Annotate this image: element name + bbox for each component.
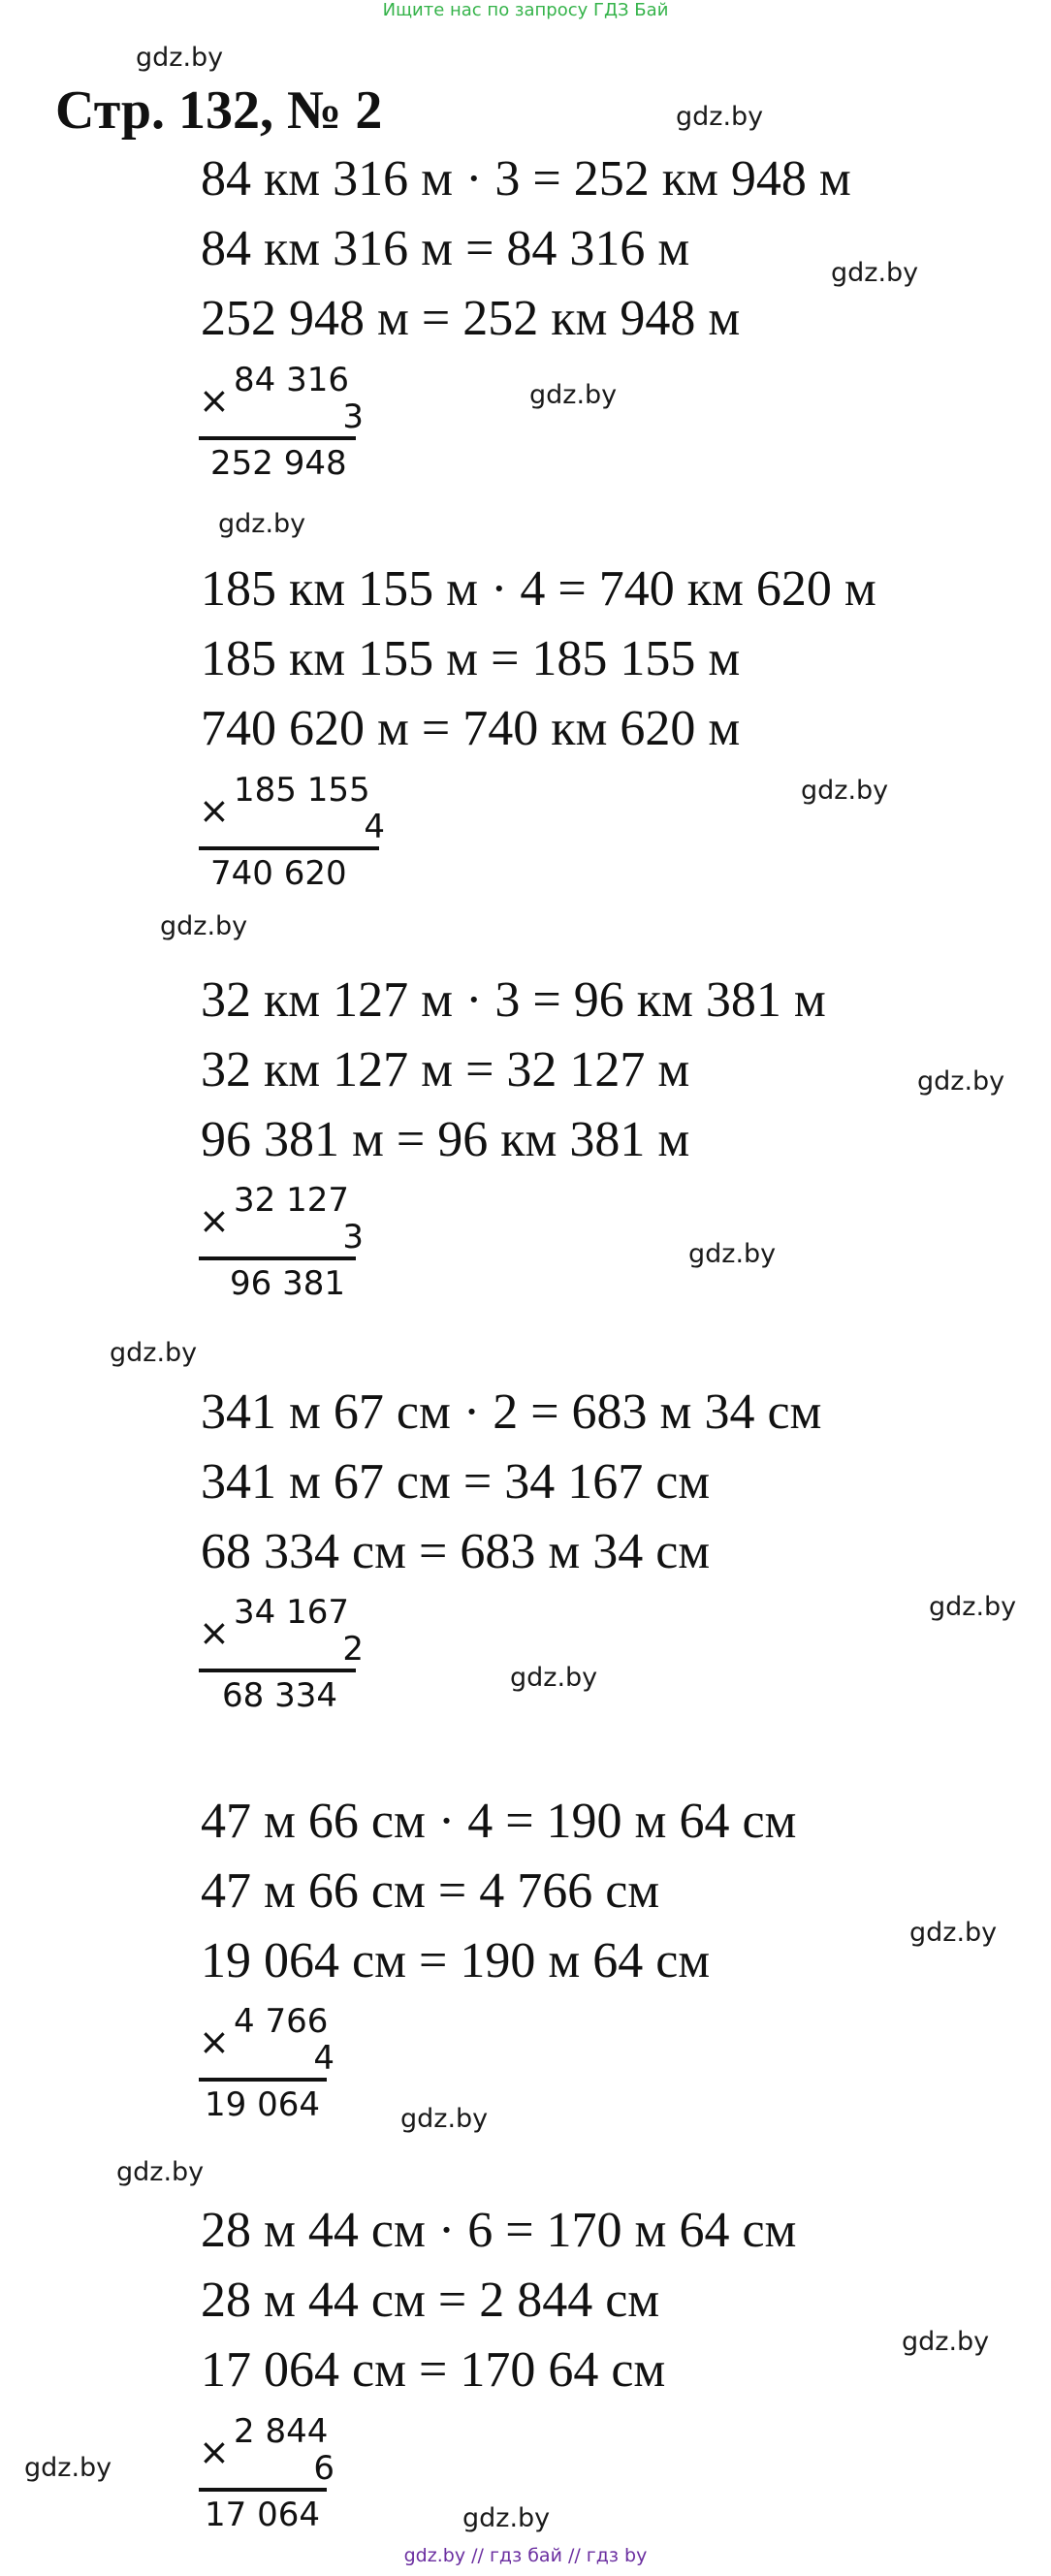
problem-2-column-multiplication bbox=[199, 771, 393, 893]
watermark: gdz.by bbox=[400, 2104, 489, 2134]
multiplier: 2 bbox=[342, 1630, 364, 1669]
result-divider bbox=[199, 436, 356, 440]
watermark: gdz.by bbox=[510, 1663, 598, 1693]
problem-1-line-1: 84 км 316 м · 3 = 252 км 948 м bbox=[201, 151, 851, 207]
multiply-sign: × bbox=[199, 789, 230, 832]
problem-1-line-2: 84 км 316 м = 84 316 м bbox=[201, 221, 690, 276]
problem-2-line-3: 740 620 м = 740 км 620 м bbox=[201, 701, 741, 756]
problem-3-column-multiplication bbox=[199, 1181, 393, 1303]
problem-6-column-multiplication bbox=[199, 2412, 393, 2534]
watermark: gdz.by bbox=[24, 2453, 112, 2483]
watermark: gdz.by bbox=[929, 1592, 1017, 1622]
multiply-sign: × bbox=[199, 2020, 230, 2063]
result-divider bbox=[199, 2488, 327, 2492]
watermark: gdz.by bbox=[909, 1918, 998, 1948]
result-divider bbox=[199, 1256, 356, 1260]
watermark: gdz.by bbox=[831, 258, 919, 288]
product: 740 620 bbox=[210, 854, 347, 893]
product: 17 064 bbox=[205, 2496, 320, 2534]
problem-5-column-multiplication bbox=[199, 2002, 393, 2124]
multiply-sign: × bbox=[199, 1611, 230, 1654]
multiply-sign: × bbox=[199, 1199, 230, 1242]
multiplier: 4 bbox=[364, 808, 385, 846]
problem-3-line-3: 96 381 м = 96 км 381 м bbox=[201, 1112, 690, 1167]
problem-5-line-2: 47 м 66 см = 4 766 см bbox=[201, 1863, 660, 1919]
result-divider bbox=[199, 846, 379, 850]
problem-4-column-multiplication bbox=[199, 1593, 393, 1715]
problem-4-line-1: 341 м 67 см · 2 = 683 м 34 см bbox=[201, 1384, 822, 1440]
multiplicand: 4 766 bbox=[234, 2002, 329, 2041]
result-divider bbox=[199, 1669, 356, 1672]
problem-3-line-2: 32 км 127 м = 32 127 м bbox=[201, 1042, 690, 1097]
page-title: Стр. 132, № 2 bbox=[55, 80, 383, 141]
product: 68 334 bbox=[222, 1676, 337, 1715]
multiplier: 3 bbox=[342, 398, 364, 436]
multiplicand: 185 155 bbox=[234, 771, 370, 810]
problem-5-line-3: 19 064 см = 190 м 64 см bbox=[201, 1933, 711, 1988]
top-banner[interactable]: Ищите нас по запросу ГДЗ Бай bbox=[382, 0, 669, 20]
watermark: gdz.by bbox=[917, 1066, 1005, 1097]
problem-4-line-3: 68 334 см = 683 м 34 см bbox=[201, 1524, 711, 1579]
watermark: gdz.by bbox=[110, 1338, 198, 1368]
problem-6-line-3: 17 064 см = 170 64 см bbox=[201, 2342, 666, 2398]
problem-6-line-2: 28 м 44 см = 2 844 см bbox=[201, 2273, 660, 2328]
watermark: gdz.by bbox=[116, 2157, 205, 2187]
problem-2-line-1: 185 км 155 м · 4 = 740 км 620 м bbox=[201, 561, 876, 617]
watermark: gdz.by bbox=[801, 776, 889, 806]
watermark: gdz.by bbox=[462, 2503, 551, 2533]
problem-2-line-2: 185 км 155 м = 185 155 м bbox=[201, 631, 741, 686]
watermark: gdz.by bbox=[160, 911, 248, 941]
footer-links[interactable]: gdz.by // гдз бай // гдз by bbox=[403, 2545, 648, 2566]
product: 252 948 bbox=[210, 444, 347, 483]
multiplicand: 34 167 bbox=[234, 1593, 349, 1632]
product: 19 064 bbox=[205, 2085, 320, 2124]
watermark: gdz.by bbox=[676, 102, 764, 132]
multiplicand: 32 127 bbox=[234, 1181, 349, 1220]
problem-5-line-1: 47 м 66 см · 4 = 190 м 64 см bbox=[201, 1794, 797, 1849]
product: 96 381 bbox=[230, 1264, 345, 1303]
problem-1-line-3: 252 948 м = 252 км 948 м bbox=[201, 291, 741, 346]
multiplier: 4 bbox=[313, 2039, 334, 2078]
watermark: gdz.by bbox=[136, 43, 224, 73]
multiplier: 6 bbox=[313, 2449, 334, 2488]
problem-6-line-1: 28 м 44 см · 6 = 170 м 64 см bbox=[201, 2203, 797, 2258]
multiplicand: 2 844 bbox=[234, 2412, 329, 2451]
problem-3-line-1: 32 км 127 м · 3 = 96 км 381 м bbox=[201, 972, 826, 1028]
watermark: gdz.by bbox=[688, 1239, 777, 1269]
watermark: gdz.by bbox=[218, 509, 306, 539]
watermark: gdz.by bbox=[529, 380, 618, 410]
multiplier: 3 bbox=[342, 1218, 364, 1256]
multiplicand: 84 316 bbox=[234, 361, 349, 399]
multiply-sign: × bbox=[199, 2431, 230, 2473]
result-divider bbox=[199, 2078, 327, 2082]
problem-4-line-2: 341 м 67 см = 34 167 см bbox=[201, 1454, 711, 1510]
watermark: gdz.by bbox=[902, 2327, 990, 2357]
problem-1-column-multiplication bbox=[199, 361, 393, 483]
multiply-sign: × bbox=[199, 379, 230, 422]
